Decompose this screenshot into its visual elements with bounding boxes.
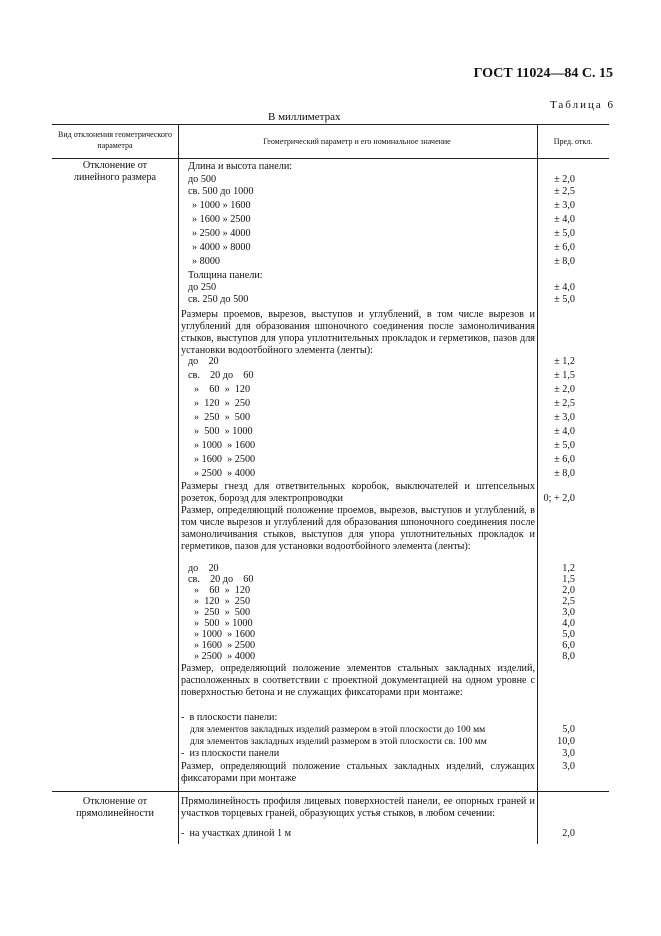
table-row-param: до 20: [188, 563, 219, 574]
table-row-value: 1,2: [562, 563, 575, 574]
column-header-parameter: Геометрический параметр и его номинальное значение: [263, 137, 451, 146]
table-row-param: для элементов закладных изделий размером в этой плоскости св. 100 мм: [190, 736, 487, 747]
table-row-value: 8,0: [562, 651, 575, 662]
table-row-param: » 4000 » 8000: [192, 242, 251, 253]
table-row-value: ± 4,0: [554, 214, 575, 225]
table-row-value: ± 5,0: [554, 294, 575, 305]
table-row-value: 1,5: [562, 574, 575, 585]
table-row-value: ± 2,0: [554, 384, 575, 395]
table-row-param: Размеры гнезд для ответвительных коробок, выключателей и штепсельных розеток, бороэд для электропроводки: [181, 481, 535, 504]
table-row-value: 2,0: [562, 585, 575, 596]
table-row-value: ± 4,0: [554, 426, 575, 437]
table-row-value: ± 1,5: [554, 370, 575, 381]
table-row-value: 3,0: [562, 761, 575, 772]
table-row-param: до 20: [188, 356, 219, 367]
table-row-param: » 500 » 1000: [194, 618, 253, 629]
column-divider-1: [178, 124, 179, 844]
table-row-param: св. 20 до 60: [188, 574, 254, 585]
table-row-param: » 1600 » 2500: [192, 214, 251, 225]
table-row-value: ± 5,0: [554, 440, 575, 451]
table-row-param: св. 250 до 500: [188, 294, 249, 305]
table-row-value: ± 1,2: [554, 356, 575, 367]
group-straightness: Отклонение от прямолинейности: [76, 796, 154, 819]
table-row-param: » 60 » 120: [194, 585, 251, 596]
table-row-value: ± 2,0: [554, 174, 575, 185]
table-row-param: » 2500 » 4000: [194, 468, 256, 479]
table-row-param: св. 20 до 60: [188, 370, 254, 381]
table-row-param: » 2500 » 4000: [192, 228, 251, 239]
table-row-param: Размер, определяющий положение проемов, вырезов, выступов и углублений, в том числе вырезов и углублений для образования шпоночного соединения после замоноличивания стыков, выступов для упора уплотнительных прокладок и герметиков, пазов для установки водоотбойного элемента (ленты):: [181, 505, 535, 552]
table-row-param: » 120 » 250: [194, 398, 251, 409]
column-header-deviation-type: Вид отклонения геометрического параметра: [58, 130, 172, 150]
table-row-value: ± 8,0: [554, 256, 575, 267]
table-row-value: 5,0: [562, 629, 575, 640]
table-row-value: 0; + 2,0: [543, 493, 575, 504]
table-row-value: 6,0: [562, 640, 575, 651]
table-row-param: Толщина панели:: [188, 270, 263, 281]
table-row-param: Размер, определяющий положение стальных закладных изделий, служащих фиксаторами при монтаже: [181, 761, 535, 784]
column-header-tolerance: Пред. откл.: [553, 137, 593, 146]
group-divider: [52, 791, 609, 792]
table-row-value: ± 6,0: [554, 454, 575, 465]
table-row-value: 2,0: [562, 828, 575, 839]
table-row-value: ± 2,5: [554, 186, 575, 197]
table-row-value: 4,0: [562, 618, 575, 629]
group-linear-size: Отклонение от линейного размера: [73, 160, 157, 183]
table-row-param: Длина и высота панели:: [188, 161, 293, 172]
table-row-param: » 1600 » 2500: [194, 640, 256, 651]
table-row-value: 10,0: [557, 736, 575, 747]
table-row-param: » 500 » 1000: [194, 426, 253, 437]
table-row-param: » 2500 » 4000: [194, 651, 256, 662]
table-row-value: 2,5: [562, 596, 575, 607]
table-row-value: ± 8,0: [554, 468, 575, 479]
table-row-value: ± 5,0: [554, 228, 575, 239]
units-note: В миллиметрах: [268, 111, 341, 123]
table-row-param: - на участках длиной 1 м: [181, 828, 292, 839]
table-row-param: » 1000 » 1600: [192, 200, 251, 211]
table-row-value: ± 2,5: [554, 398, 575, 409]
table-row-param: » 250 » 500: [194, 607, 251, 618]
table-row-param: Размеры проемов, вырезов, выступов и углублений, в том числе вырезов и углублений для образования шпоночного соединения после замоноличивания стыков, выступов для упора уплотнительных прокладок и герметиков, пазов для установки водоотбойного элемента (ленты):: [181, 309, 535, 356]
table-row-value: ± 4,0: [554, 282, 575, 293]
table-row-param: » 250 » 500: [194, 412, 251, 423]
table-caption: Таблица 6: [549, 99, 615, 111]
table-row-param: до 500: [188, 174, 217, 185]
table-row-param: Прямолинейность профиля лицевых поверхностей панели, ее опорных граней и участков торцевых граней, образующих устья стыков, в любом сечении:: [181, 796, 535, 819]
table-row-value: ± 3,0: [554, 200, 575, 211]
table-row-value: 5,0: [562, 724, 575, 735]
table-top-border: [52, 124, 609, 125]
table-row-param: » 8000: [192, 256, 221, 267]
table-row-param: Размер, определяющий положение элементов стальных закладных изделий, расположенных в соответствии с проектной документацией на одном уровне с поверхностью бетона и не служащих фиксаторами при монтаже:: [181, 663, 535, 698]
table-row-param: » 1600 » 2500: [194, 454, 256, 465]
table-row-value: 3,0: [562, 748, 575, 759]
table-row-param: » 120 » 250: [194, 596, 251, 607]
column-divider-2: [537, 124, 538, 844]
page-header: ГОСТ 11024—84 С. 15: [473, 66, 613, 81]
table-row-param: » 1000 » 1600: [194, 440, 256, 451]
table-row-param: до 250: [188, 282, 217, 293]
table-row-value: ± 3,0: [554, 412, 575, 423]
table-row-param: св. 500 до 1000: [188, 186, 254, 197]
table-header-border: [52, 158, 609, 159]
table-row-value: 3,0: [562, 607, 575, 618]
table-row-param: - из плоскости панели: [181, 748, 280, 759]
table-row-param: для элементов закладных изделий размером в этой плоскости до 100 мм: [190, 724, 486, 735]
table-row-value: ± 6,0: [554, 242, 575, 253]
table-row-param: » 1000 » 1600: [194, 629, 256, 640]
table-row-param: » 60 » 120: [194, 384, 251, 395]
table-row-param: - в плоскости панели:: [181, 712, 278, 723]
